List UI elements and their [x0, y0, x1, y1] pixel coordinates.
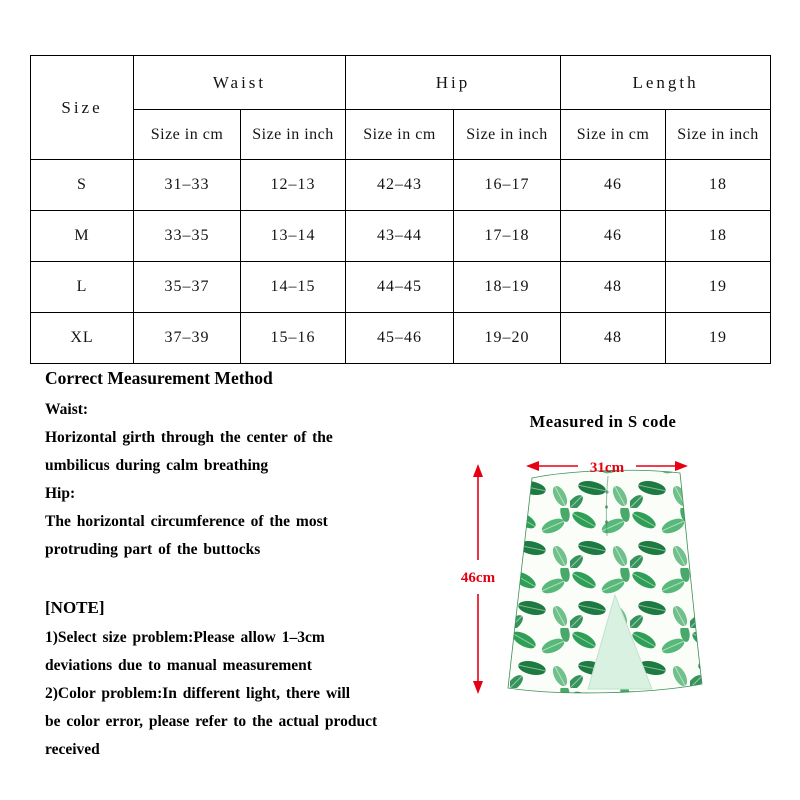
measurement-title: Correct Measurement Method [45, 368, 273, 388]
note-line4: be color error, please refer to the actual product [45, 713, 378, 730]
width-label: 31cm [589, 460, 625, 476]
hip-instruction-line2: protruding part of the buttocks [45, 541, 261, 558]
table-row-xl [31, 313, 771, 364]
table-row-l [31, 262, 771, 313]
note-title: [NOTE] [45, 598, 105, 617]
table-row-s [31, 160, 771, 211]
waist-group-header: Waist [134, 56, 346, 110]
note-line5: received [45, 741, 100, 758]
size-column-header: Size [31, 56, 134, 160]
size-cell: S [31, 160, 134, 211]
value-cell: 19 [666, 313, 771, 364]
subheader-hip-inch: Size in inch [454, 110, 561, 160]
value-cell: 37–39 [134, 313, 241, 364]
waist-instruction-line2: umbilicus during calm breathing [45, 457, 269, 474]
value-cell: 48 [561, 262, 666, 313]
waist-instruction-line1: Horizontal girth through the center of the [45, 429, 333, 446]
subheader-waist-inch: Size in inch [241, 110, 346, 160]
subheader-length-cm: Size in cm [561, 110, 666, 160]
value-cell: 18–19 [454, 262, 561, 313]
value-cell: 45–46 [346, 313, 454, 364]
waist-label: Waist: [45, 401, 89, 418]
value-cell: 15–16 [241, 313, 346, 364]
size-cell: XL [31, 313, 134, 364]
length-group-header: Length [561, 56, 771, 110]
subheader-length-inch: Size in inch [666, 110, 771, 160]
value-cell: 46 [561, 160, 666, 211]
subheader-hip-cm: Size in cm [346, 110, 454, 160]
note-line3: 2)Color problem:In different light, there will [45, 685, 351, 702]
value-cell: 44–45 [346, 262, 454, 313]
value-cell: 12–13 [241, 160, 346, 211]
value-cell: 16–17 [454, 160, 561, 211]
note-line2: deviations due to manual measurement [45, 657, 312, 674]
value-cell: 17–18 [454, 211, 561, 262]
skirt-illustration [450, 448, 720, 698]
value-cell: 18 [666, 160, 771, 211]
value-cell: 43–44 [346, 211, 454, 262]
table-row-m [31, 211, 771, 262]
size-cell: M [31, 211, 134, 262]
value-cell: 48 [561, 313, 666, 364]
value-cell: 13–14 [241, 211, 346, 262]
size-cell: L [31, 262, 134, 313]
note-line1: 1)Select size problem:Please allow 1–3cm [45, 629, 325, 646]
hip-instruction-line1: The horizontal circumference of the most [45, 513, 328, 530]
value-cell: 46 [561, 211, 666, 262]
value-cell: 42–43 [346, 160, 454, 211]
hip-group-header: Hip [346, 56, 561, 110]
value-cell: 31–33 [134, 160, 241, 211]
subheader-waist-cm: Size in cm [134, 110, 241, 160]
table-header-row [31, 56, 771, 110]
value-cell: 33–35 [134, 211, 241, 262]
hip-label: Hip: [45, 485, 76, 502]
value-cell: 35–37 [134, 262, 241, 313]
size-chart-table [30, 55, 771, 364]
value-cell: 14–15 [241, 262, 346, 313]
skirt-image [508, 470, 702, 693]
height-label: 46cm [460, 570, 496, 586]
value-cell: 19 [666, 262, 771, 313]
value-cell: 19–20 [454, 313, 561, 364]
table-subheader-row [31, 110, 771, 160]
illustration-title: Measured in S code [529, 412, 677, 431]
value-cell: 18 [666, 211, 771, 262]
measurement-instructions [45, 366, 480, 764]
